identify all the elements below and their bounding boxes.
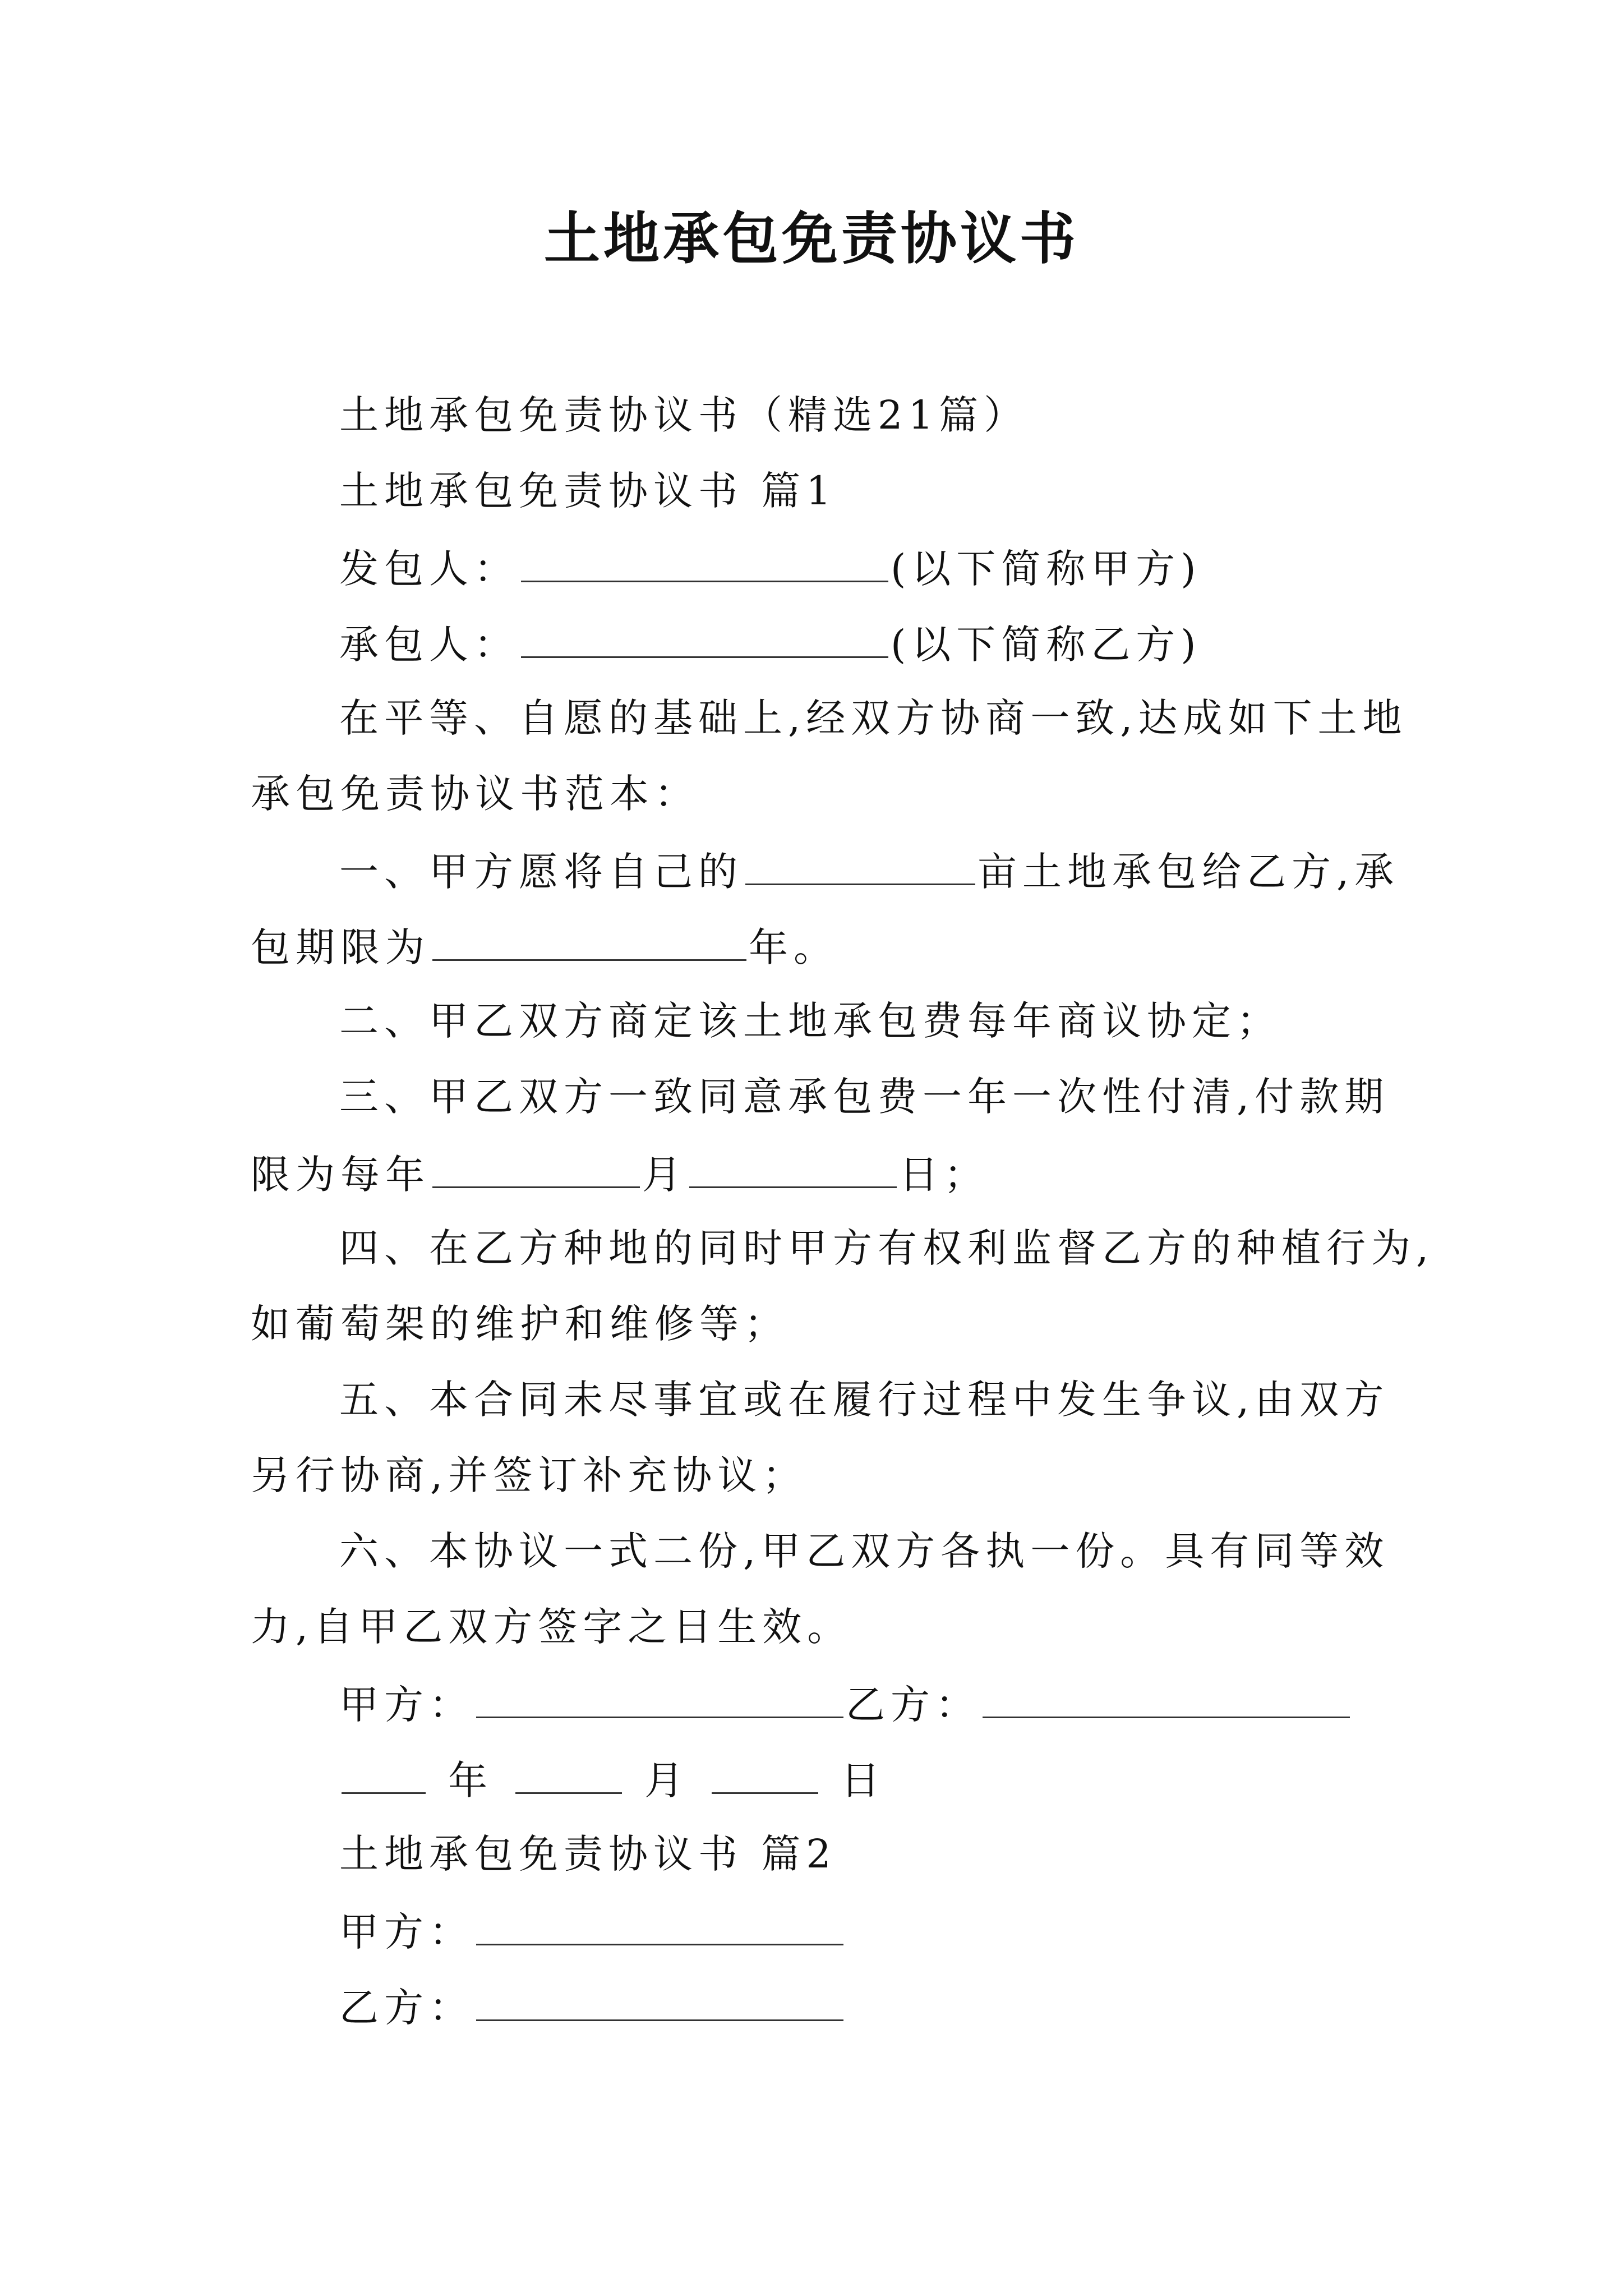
party-b-label: 乙方： [846, 1682, 980, 1728]
party-a-label: 甲方： [339, 1682, 474, 1728]
clause6-line-2: 力,自甲乙双方签字之日生效。 [251, 1604, 852, 1650]
contractee-blank[interactable] [521, 617, 888, 658]
article2-party-b-label: 乙方： [339, 1985, 474, 2031]
clause1-part-d: 年。 [749, 924, 838, 970]
intro-line-1: 在平等、自愿的基础上,经双方协商一致,达成如下土地 [339, 695, 1408, 741]
clause3-month-blank[interactable] [432, 1147, 640, 1188]
document-subtitle: 土地承包免责协议书（精选21篇） [339, 392, 1029, 438]
date-day-label: 日 [841, 1757, 886, 1803]
clause6-line-1: 六、本协议一式二份,甲乙双方各执一份。具有同等效 [339, 1528, 1390, 1574]
clause1-term-blank[interactable] [432, 920, 746, 961]
clause4-line-2: 如葡萄架的维护和维修等； [251, 1301, 789, 1347]
article1-heading: 土地承包免责协议书 篇1 [339, 468, 837, 514]
contractor-label: 发包人： [339, 546, 519, 592]
clause2: 二、甲乙双方商定该土地承包费每年商议协定； [339, 998, 1281, 1044]
article2-party-a-blank[interactable] [476, 1904, 843, 1945]
intro-line-2: 承包免责协议书范本： [251, 771, 699, 817]
contractor-blank[interactable] [521, 541, 888, 582]
contractor-suffix: (以下简称甲方) [891, 546, 1202, 592]
date-line [339, 1753, 886, 1806]
date-month-blank[interactable] [515, 1753, 622, 1794]
clause1-part-c: 包期限为 [251, 924, 430, 970]
date-year-label: 年 [448, 1757, 493, 1803]
contractee-label: 承包人： [339, 622, 519, 668]
clause3-part-c: 日； [899, 1152, 989, 1198]
date-year-blank[interactable] [342, 1753, 426, 1794]
clause1-line-1 [339, 844, 1399, 897]
article2-party-b-blank[interactable] [476, 1980, 843, 2021]
article2-party-a-line [339, 1904, 846, 1957]
article2-party-a-label: 甲方： [339, 1909, 474, 1955]
signature-line [339, 1677, 1352, 1730]
document-title: 土地承包免责协议书 [544, 205, 1079, 272]
clause5-line-2: 另行协商,并签订补充协议； [251, 1452, 808, 1498]
clause5-line-1: 五、本合同未尽事宜或在履行过程中发生争议,由双方 [339, 1377, 1390, 1423]
article2-party-b-line [339, 1980, 846, 2033]
clause1-part-a: 一、甲方愿将自己的 [339, 849, 743, 895]
date-day-blank[interactable] [712, 1753, 818, 1794]
contractee-suffix: (以下简称乙方) [891, 622, 1202, 668]
clause3-line-1: 三、甲乙双方一致同意承包费一年一次性付清,付款期 [339, 1074, 1390, 1120]
clause1-part-b: 亩土地承包给乙方,承 [978, 849, 1400, 895]
clause3-part-a: 限为每年 [251, 1152, 430, 1198]
clause3-day-blank[interactable] [689, 1147, 897, 1188]
clause3-line-2 [251, 1147, 989, 1200]
clause3-part-b: 月 [642, 1152, 687, 1198]
clause1-area-blank[interactable] [745, 844, 975, 885]
party-b-signature-blank[interactable] [983, 1677, 1350, 1718]
contractee-line [339, 617, 1202, 670]
clause4-line-1: 四、在乙方种地的同时甲方有权利监督乙方的种植行为, [339, 1225, 1435, 1271]
contractor-line [339, 541, 1202, 594]
article2-heading: 土地承包免责协议书 篇2 [339, 1831, 837, 1877]
clause1-line-2 [251, 920, 838, 973]
party-a-signature-blank[interactable] [476, 1677, 843, 1718]
date-month-label: 月 [644, 1757, 689, 1803]
